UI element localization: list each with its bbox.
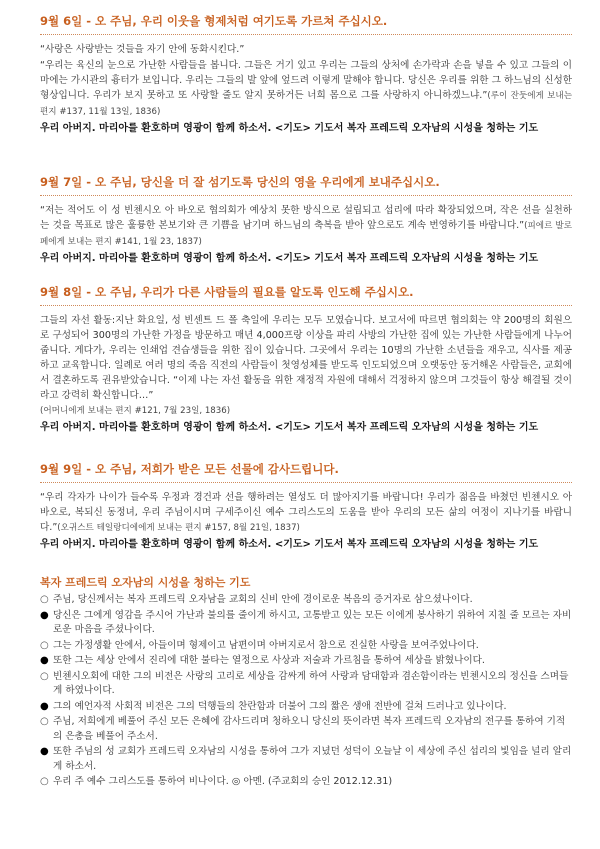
section-body-text: 그들의 자선 활동:지난 화요일, 성 빈센트 드 폴 축일에 우리는 모두 모였습니다. 보고서에 따르면 협의회는 약 200명의 회원으로 구성되어 300명의 가난한 가정을 방문하고 매년 4,000프랑 이상을 파리 사방의 가난한 집에 있는 가난한 사람들에게 나누어 줍니다. 게다가, 우리는 인쇄업 견습생들을 위한 집이 있습니다. 그곳에서 우리는 10명의 가난한 소년들을 재우고, 식사를 제공하고 교육합니다. 일례로 여러 명의 죽음 직전의 사람들이 첫영성체를 받도록 인도되었으며 오랫동안 동거해온 사람들은, 교회에서 결혼하도록 권유받았습니다. “이제 나는 자선 활동을 위한 재정적 자원에 대해서 걱정하지 않으며 그것들이 항상 해결될 것이라고 강력히 확신합니다…” (40, 315, 572, 401)
section-sep-7 (40, 175, 572, 266)
prayer-title: 복자 프레드릭 오자남의 시성을 청하는 기도 (40, 576, 251, 589)
hollow-circle-bullet-icon: ○ (40, 639, 49, 651)
section-heading: 9월 7일 - 오 주님, 당신을 더 잘 섬기도록 당신의 영을 우리에게 보내주십시오. (40, 175, 572, 196)
prayer-line (40, 639, 572, 654)
section-heading: 9월 6일 - 오 주님, 우리 이웃을 형제처럼 여기도록 가르쳐 주십시오. (40, 14, 572, 35)
prayer-line-text: 빈첸시오회에 대한 그의 비전은 사랑의 고리로 세상을 감싸게 하여 사랑과 담대함과 겸손함이라는 빈첸시오의 정신을 스며들게 하였나이다. (53, 670, 569, 696)
prayer-line (40, 775, 572, 790)
section-heading: 9월 8일 - 오 주님, 우리가 다른 사람들의 필요를 알도록 인도해 주십시오. (40, 285, 572, 306)
section-body (40, 313, 572, 419)
section-source: (오귀스트 테일랑디에에게 보내는 편지 #157, 8월 21일, 1837) (57, 523, 300, 533)
filled-circle-bullet-icon: ● (40, 746, 49, 757)
prayer-line-text: 우리 주 예수 그리스도를 통하여 비나이다. ◎ 아멘. (주교회의 승인 2012.12.31) (53, 776, 393, 787)
section-body (40, 203, 572, 250)
prayer-line-text: 또한 주님의 성 교회가 프레드릭 오자남의 시성을 통하여 그가 지녔던 성덕이 오늘날 이 세상에 주신 섭리의 빛임을 널리 알리게 하소서. (53, 746, 572, 772)
section-intro-quote: “사랑은 사랑받는 것들을 자기 안에 동화시킨다.” (40, 44, 245, 55)
prayer-line-text: 주님, 당신께서는 복자 프레드릭 오자남을 교회의 신비 안에 경이로운 복음의 증거자로 삼으셨나이다. (53, 594, 473, 605)
section-body-text: “저는 적어도 이 성 빈첸시오 아 바오로 협의회가 예상치 못한 방식으로 설립되고 섭리에 따라 확장되었으며, 작은 선을 실천하는 것을 목표로 많은 훌륭한 본보기와 큰 기쁨을 남기며 하느님의 축복을 받아 앞으로도 계속 번영하기를 바랍니다.” (40, 205, 572, 231)
section-body (40, 58, 572, 120)
section-refrain: 우리 아버지. 마리아를 환호하며 영광이 함께 하소서. <기도> 기도서 복자 프레드릭 오자남의 시성을 청하는 기도 (40, 123, 539, 134)
section-body-text: “우리는 육신의 눈으로 가난한 사람들을 봅니다. 그들은 거기 있고 우리는 그들의 상처에 손가락과 손을 넣을 수 있고 그들의 이마에는 가시관의 흉터가 보입니다. 우리는 그들의 발 앞에 엎드려 이렇게 말해야 합니다. 당신은 우리를 위한 그 하느님의 신성한 형상입니다. 우리가 보지 못하고 또 사랑할 줄도 알지 못하거든 너희 몸으로 그를 사랑하지 아니하겠느냐.” (40, 60, 572, 101)
prayer-line (40, 700, 572, 715)
section-refrain: 우리 아버지. 마리아를 환호하며 영광이 함께 하소서. <기도> 기도서 복자 프레드릭 오자남의 시성을 청하는 기도 (40, 253, 539, 264)
prayer-line (40, 609, 572, 638)
section-body-text: “우리 각자가 나이가 들수록 우정과 경건과 선을 행하려는 열성도 더 많아지기를 바랍니다! 우리가 젊음을 바쳤던 빈첸시오 아 바오로, 복되신 동정녀, 우리 주님이시며 구세주이신 예수 그리스도의 도움을 받아 우리의 모든 삶의 여정이 지나기를 바랍니다.” (40, 492, 572, 533)
section-heading: 9월 9일 - 오 주님, 저희가 받은 모든 선물에 감사드립니다. (40, 462, 572, 483)
section-body (40, 490, 572, 536)
section-source: (어머니에게 보내는 편지 #121, 7월 23일, 1836) (40, 406, 231, 416)
prayer-line-text: 그의 예언자적 사회적 비전은 그의 덕행들의 찬란함과 더불어 그의 짧은 생애 전반에 걸쳐 드러나고 있나이다. (53, 700, 507, 712)
filled-circle-bullet-icon: ● (40, 609, 49, 621)
section-sep-8 (40, 285, 572, 435)
prayer-line (40, 745, 572, 774)
prayer-line (40, 670, 572, 699)
prayer-line-text: 주님, 저희에게 베풀어 주신 모든 은혜에 감사드리며 청하오니 당신의 뜻이라면 복자 프레드릭 오자남의 전구를 통하여 기적의 은총을 베풀어 주소서. (53, 716, 566, 742)
section-source: (루이 잔둣에게 보내는 편지 #137, 11월 13일, 1836) (40, 91, 573, 117)
prayer-line (40, 715, 572, 744)
hollow-circle-bullet-icon: ○ (40, 776, 49, 787)
section-sep-9 (40, 462, 572, 552)
section-refrain: 우리 아버지. 마리아를 환호하며 영광이 함께 하소서. <기도> 기도서 복자 프레드릭 오자남의 시성을 청하는 기도 (40, 539, 539, 550)
prayer-line-text: 그는 가정생활 안에서, 아들이며 형제이고 남편이며 아버지로서 참으로 진실한 사랑을 보여주었나이다. (53, 639, 479, 651)
hollow-circle-bullet-icon: ○ (40, 670, 49, 682)
prayer-list (40, 593, 572, 790)
prayer-line (40, 593, 572, 608)
filled-circle-bullet-icon: ● (40, 655, 49, 666)
section-source: (피에르 발로페에게 보내는 편지 #141, 1월 23, 1837) (40, 221, 573, 247)
prayer-line-text: 또한 그는 세상 안에서 진리에 대한 불타는 열정으로 사상과 저술과 가르침을 통하여 세상을 밝혔나이다. (53, 655, 485, 666)
section-refrain: 우리 아버지. 마리아를 환호하며 영광이 함께 하소서. <기도> 기도서 복자 프레드릭 오자남의 시성을 청하는 기도 (40, 422, 539, 433)
prayer-section (40, 576, 572, 791)
filled-circle-bullet-icon: ● (40, 700, 49, 712)
section-sep-6 (40, 14, 572, 136)
hollow-circle-bullet-icon: ○ (40, 716, 49, 727)
prayer-line (40, 654, 572, 669)
hollow-circle-bullet-icon: ○ (40, 594, 49, 605)
prayer-line-text: 당신은 그에게 영감을 주시어 가난과 불의를 줄이게 하시고, 고통받고 있는 모든 이에게 봉사하기 위하여 지칠 줄 모르는 자비로운 마음을 주셨나이다. (53, 609, 572, 635)
